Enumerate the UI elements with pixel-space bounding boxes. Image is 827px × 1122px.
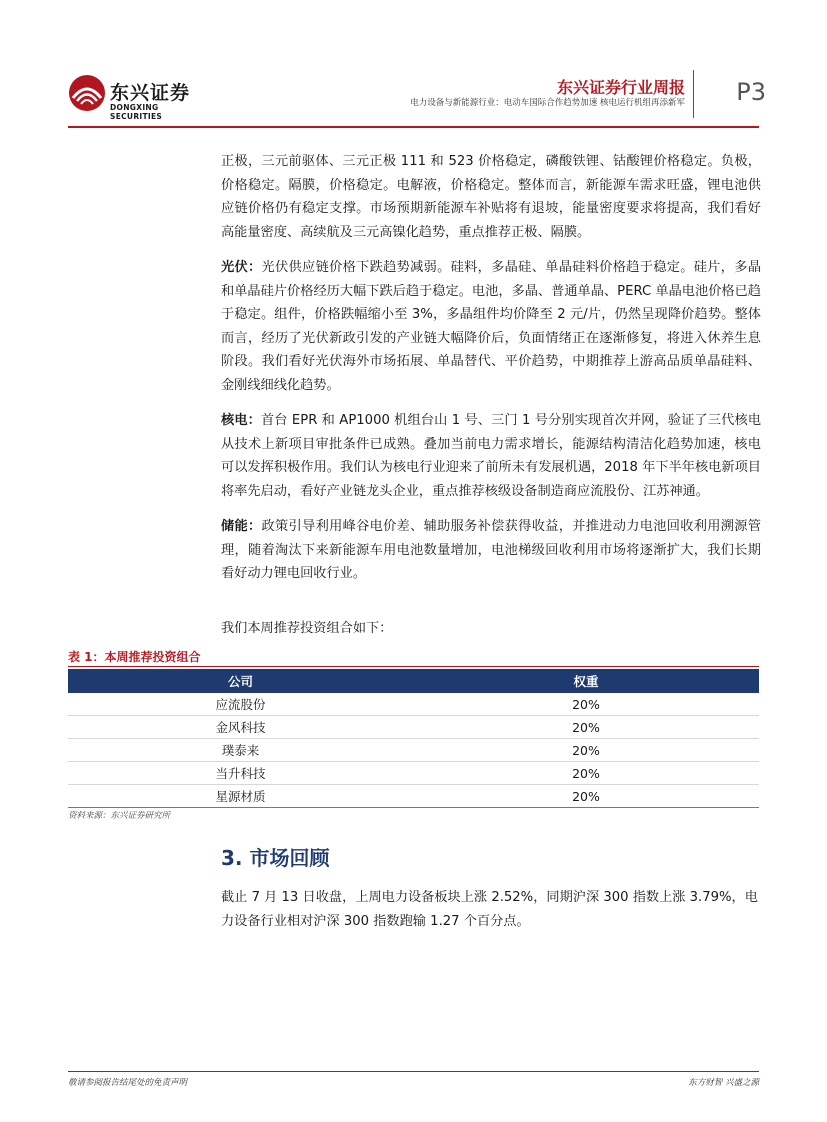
column-header-weight: 权重 <box>413 669 759 693</box>
footer-rule <box>68 1071 759 1072</box>
header-divider <box>693 70 694 118</box>
report-title: 东兴证券行业周报 <box>556 78 685 97</box>
dongxing-logo-icon <box>68 74 106 112</box>
logo-chinese-name: 东兴证券 <box>110 82 191 104</box>
paragraph <box>221 409 761 503</box>
table-row <box>68 762 759 785</box>
table-source: 资料来源：东兴证券研究所 <box>68 811 171 821</box>
company-cell: 璞泰来 <box>68 739 413 762</box>
paragraph-text: 政策引导利用峰谷电价差、辅助服务补偿获得收益，并推进动力电池回收利用溯源管理，随着淘汰下来新能源车用电池数量增加，电池梯级回收利用市场将逐渐扩大，我们长期看好动力锂电回收行业。 <box>221 519 762 581</box>
paragraph <box>221 150 761 244</box>
paragraph <box>221 256 761 397</box>
table-row <box>68 693 759 716</box>
company-cell: 当升科技 <box>68 762 413 785</box>
body-text <box>221 150 761 598</box>
table-row <box>68 785 759 808</box>
weight-cell: 20% <box>413 785 759 808</box>
portfolio-table <box>68 669 759 808</box>
column-header-company: 公司 <box>68 669 413 693</box>
company-cell: 星源材质 <box>68 785 413 808</box>
weight-cell: 20% <box>413 762 759 785</box>
table-header-row <box>68 669 759 693</box>
section-heading: 3. 市场回顾 <box>221 846 330 870</box>
paragraph-text: 正极，三元前驱体、三元正极 111 和 523 价格稳定，磷酸铁锂、钴酸锂价格稳定。负极，价格稳定。隔膜，价格稳定。电解液，价格稳定。整体而言，新能源车需求旺盛，锂电池供应链价格仍有稳定支撑。市场预期新能源车补贴将有退坡，能量密度要求将提高，我们看好高能量密度、高续航及三元高镍化趋势，重点推荐正极、隔膜。 <box>221 154 761 240</box>
paragraph <box>221 515 761 586</box>
page-number: P3 <box>736 78 766 106</box>
table-title: 表 1：本周推荐投资组合 <box>68 650 201 664</box>
table-title-rule <box>68 666 759 667</box>
dongxing-logo <box>68 74 208 120</box>
logo-english-name: DONGXING SECURITIES <box>110 103 163 121</box>
weight-cell: 20% <box>413 739 759 762</box>
paragraph-label: 储能： <box>221 519 262 534</box>
weight-cell: 20% <box>413 693 759 716</box>
footer-slogan: 东方财智 兴盛之源 <box>688 1078 759 1088</box>
company-cell: 金风科技 <box>68 716 413 739</box>
weight-cell: 20% <box>413 716 759 739</box>
table-row <box>68 739 759 762</box>
paragraph-text: 首台 EPR 和 AP1000 机组台山 1 号、三门 1 号分别实现首次并网，验证了三代核电从技术上新项目审批条件已成熟。叠加当前电力需求增长，能源结构清洁化趋势加速，核电可以发挥积极作用。我们认为核电行业迎来了前所未有发展机遇，2018 年下半年核电新项目将率先启动，看好产业链龙头企业，重点推荐核级设备制造商应流股份、江苏神通。 <box>221 413 762 499</box>
paragraph-label: 核电： <box>221 413 261 428</box>
footer-disclaimer: 敬请参阅报告结尾处的免责声明 <box>68 1078 188 1088</box>
portfolio-intro: 我们本周推荐投资组合如下： <box>221 621 393 636</box>
table-row <box>68 716 759 739</box>
page-header <box>68 66 768 126</box>
company-cell: 应流股份 <box>68 693 413 716</box>
report-subtitle: 电力设备与新能源行业：电动车国际合作趋势加速 核电运行机组再添新军 <box>410 98 685 108</box>
header-rule <box>68 126 759 128</box>
section-paragraph: 截止 7 月 13 日收盘，上周电力设备板块上涨 2.52%，同期沪深 300 指数上涨 3.79%，电力设备行业相对沪深 300 指数跑输 1.27 个百分点。 <box>221 890 758 929</box>
paragraph-label: 光伏： <box>221 260 262 275</box>
paragraph-text: 光伏供应链价格下跌趋势减弱。硅料，多晶硅、单晶硅料价格趋于稳定。硅片，多晶和单晶硅片价格经历大幅下跌后趋于稳定。电池，多晶、普通单晶、PERC 单晶电池价格已趋于稳定。组件，价格跌幅缩小至 3%，多晶组件均价降至 2 元/片，仍然呈现降价趋势。整体而言，经历了光伏新政引发的产业链大幅降价后，负面情绪正在逐渐修复，将进入休养生息阶段。我们看好光伏海外市场拓展、单晶替代、平价趋势，中期推荐上游高品质单晶硅料、金刚线细线化趋势。 <box>221 260 762 393</box>
